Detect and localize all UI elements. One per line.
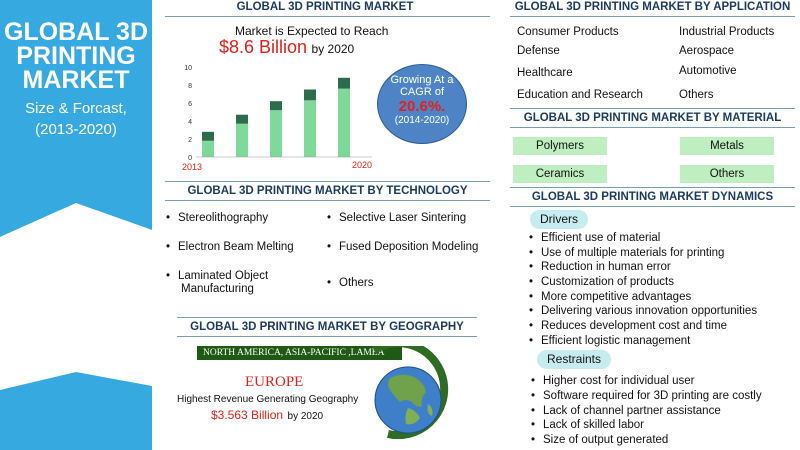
chart-y-tick-label: 4	[188, 119, 192, 126]
driver-item: • Reduction in human error	[529, 260, 757, 275]
sidebar-title-line-2: PRINTING	[16, 42, 136, 70]
cagr-line-2: CAGR of	[399, 86, 444, 98]
cagr-line-1: Growing At a	[390, 74, 454, 86]
driver-item: • Delivering various innovation opportunities	[529, 304, 757, 319]
sidebar-subtitle: Size & Forcast,	[25, 100, 127, 117]
geography-value-line	[211, 406, 323, 424]
technology-bottom-rule	[165, 200, 490, 201]
market-value-line	[219, 37, 354, 58]
geography-header: GLOBAL 3D PRINTING MARKET BY GEOGRAPHY	[190, 321, 464, 333]
chart-bar-top	[236, 115, 248, 124]
geography-region: EUROPE	[245, 374, 304, 390]
application-header-rule	[510, 16, 795, 17]
chart-bar-top	[202, 132, 214, 141]
market-value-by: by 2020	[311, 42, 355, 56]
tech-item-stereolithography: • Stereolithography	[166, 212, 268, 224]
chart-y-tick-label: 10	[184, 65, 192, 72]
material-top-rule	[510, 108, 795, 109]
driver-item: • Efficient use of material	[529, 231, 757, 246]
restraint-item: • Lack of channel partner assistance	[531, 404, 762, 419]
chart-y-tick-label: 2	[188, 137, 192, 144]
tech-item-selective-laser-sintering: • Selective Laser Sintering	[327, 212, 466, 224]
tech-item-laminated-object-cont: Manufacturing	[181, 283, 254, 295]
app-item-defense: Defense	[517, 45, 560, 57]
driver-item: • More competitive advantages	[529, 290, 757, 305]
driver-item: • Use of multiple materials for printing	[529, 246, 757, 261]
geography-desc: Highest Revenue Generating Geography	[177, 394, 359, 405]
sidebar	[0, 0, 152, 450]
technology-header: GLOBAL 3D PRINTING MARKET BY TECHNOLOGY	[187, 185, 468, 197]
app-item-education-research: Education and Research	[517, 89, 643, 101]
chart-bar-base	[338, 89, 350, 157]
market-value: $8.6 Billion	[219, 37, 308, 57]
material-metals: Metals	[680, 137, 774, 155]
chart-x-end-label: 2020	[352, 160, 373, 170]
restraint-item: • Size of output generated	[531, 433, 762, 448]
application-header: GLOBAL 3D PRINTING MARKET BY APPLICATION	[514, 1, 791, 13]
chart-y-tick-label: 6	[188, 101, 192, 108]
restraint-item: • Lack of skilled labor	[531, 418, 762, 433]
sidebar-chevron	[0, 195, 152, 255]
technology-top-rule	[165, 181, 490, 182]
driver-item: • Customization of products	[529, 275, 757, 290]
chart-bar-top	[338, 78, 350, 89]
material-others: Others	[680, 165, 774, 183]
market-bar-chart	[182, 60, 382, 175]
sidebar-years: (2013-2020)	[35, 121, 117, 138]
cagr-bubble	[377, 64, 467, 144]
chart-bar-base	[304, 100, 316, 157]
drivers-pill: Drivers	[530, 210, 588, 229]
dynamics-top-rule	[510, 187, 795, 188]
app-item-healthcare: Healthcare	[517, 67, 573, 79]
dynamics-bottom-rule	[510, 206, 795, 207]
material-ceramics: Ceramics	[513, 165, 607, 183]
geography-value: $3.563 Billion	[211, 408, 284, 422]
market-header-rule	[165, 16, 490, 17]
chart-y-tick-label: 0	[188, 155, 192, 162]
geography-banner: NORTH AMERICA, ASIA-PACIFIC ,LAMEA	[197, 346, 402, 360]
driver-item: • Reduces development cost and time	[529, 319, 757, 334]
chart-bar-top	[270, 101, 282, 110]
market-header: GLOBAL 3D PRINTING MARKET	[236, 1, 414, 13]
globe-icon	[368, 346, 468, 446]
drivers-list	[529, 231, 757, 349]
geography-top-rule	[177, 317, 477, 318]
cagr-years: (2014-2020)	[394, 115, 450, 126]
material-header: GLOBAL 3D PRINTING MARKET BY MATERIAL	[523, 112, 782, 124]
restraints-list	[531, 374, 762, 448]
chart-bar-base	[202, 141, 214, 157]
market-expected-text: Market is Expected to Reach	[235, 24, 389, 38]
cagr-value: 20.6%.	[398, 98, 446, 115]
chart-bar-base	[236, 124, 248, 157]
sidebar-title-line-3: MARKET	[22, 66, 130, 94]
tech-item-laminated-object: • Laminated Object	[166, 270, 268, 282]
sidebar-bottom-shape	[0, 368, 152, 450]
chart-y-tick-label: 8	[188, 83, 192, 90]
chart-bar-base	[270, 110, 282, 157]
material-bottom-rule	[510, 127, 795, 128]
chart-bar-top	[304, 90, 316, 101]
app-item-automotive: Automotive	[679, 65, 737, 77]
material-polymers: Polymers	[513, 137, 607, 155]
dynamics-header: GLOBAL 3D PRINTING MARKET DYNAMICS	[531, 191, 774, 203]
app-item-consumer-products: Consumer Products	[517, 26, 619, 38]
app-item-industrial-products: Industrial Products	[679, 26, 775, 38]
geography-value-by: by 2020	[287, 411, 324, 422]
sidebar-title-line-1: GLOBAL 3D	[4, 18, 148, 46]
restraints-pill: Restraints	[537, 350, 611, 369]
driver-item: • Efficient logistic management	[529, 334, 757, 349]
geography-bottom-rule	[177, 336, 477, 337]
restraint-item: • Higher cost for individual user	[531, 374, 762, 389]
app-item-others: Others	[679, 89, 714, 101]
tech-item-others: • Others	[327, 277, 374, 289]
chart-x-start-label: 2013	[182, 162, 203, 172]
restraint-item: • Software required for 3D printing are costly	[531, 389, 762, 404]
tech-item-electron-beam-melting: • Electron Beam Melting	[166, 241, 294, 253]
tech-item-fused-deposition-modeling: • Fused Deposition Modeling	[327, 241, 478, 253]
app-item-aerospace: Aerospace	[679, 45, 734, 57]
